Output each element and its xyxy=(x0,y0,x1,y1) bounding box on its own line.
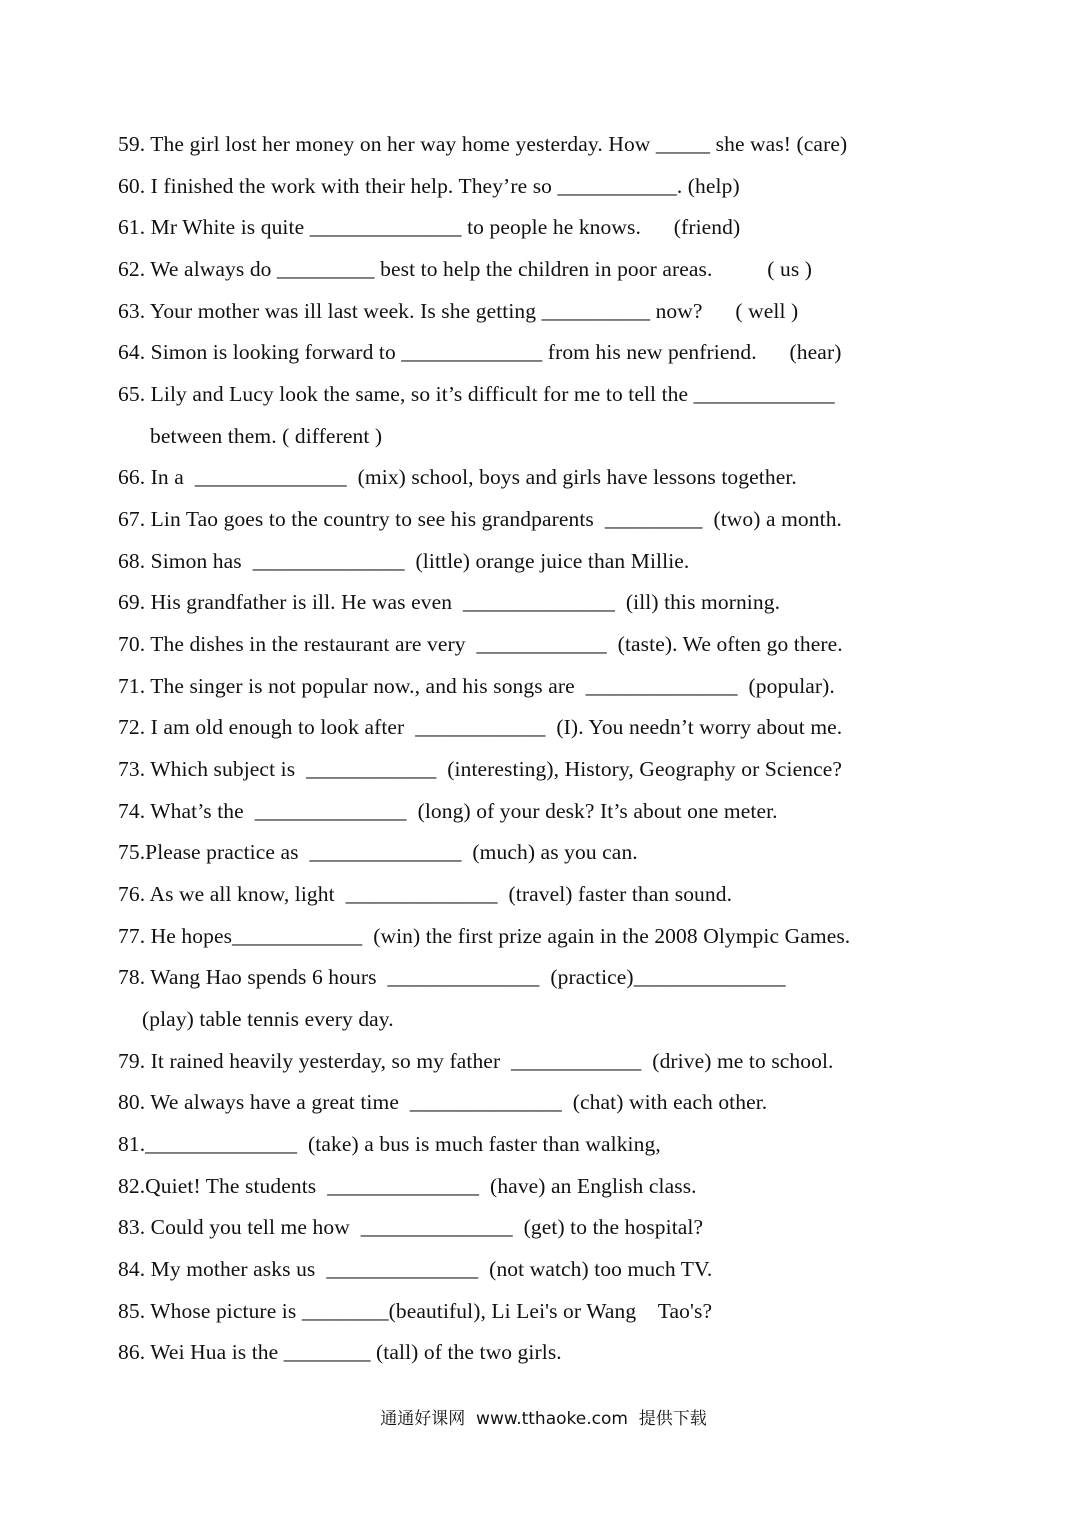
question-75: 75.Please practice as ______________ (much) as you can. xyxy=(118,840,638,864)
question-68: 68. Simon has ______________ (little) orange juice than Millie. xyxy=(118,549,690,573)
question-71: 71. The singer is not popular now., and his songs are ______________ (popular). xyxy=(118,674,835,698)
question-85: 85. Whose picture is ________(beautiful), Li Lei's or Wang Tao's? xyxy=(118,1299,713,1323)
question-78-continuation: (play) table tennis every day. xyxy=(142,1007,394,1031)
question-77: 77. He hopes____________ (win) the first prize again in the 2008 Olympic Games. xyxy=(118,924,851,948)
question-60: 60. I finished the work with their help. They’re so ___________. (help) xyxy=(118,174,740,198)
question-62: 62. We always do _________ best to help the children in poor areas. ( us ) xyxy=(118,257,813,281)
question-79: 79. It rained heavily yesterday, so my father ____________ (drive) me to school. xyxy=(118,1049,834,1073)
question-73: 73. Which subject is ____________ (interesting), History, Geography or Science? xyxy=(118,757,843,781)
question-81: 81.______________ (take) a bus is much faster than walking, xyxy=(118,1132,661,1156)
question-63: 63. Your mother was ill last week. Is she getting __________ now? ( well ) xyxy=(118,299,799,323)
question-66: 66. In a ______________ (mix) school, boys and girls have lessons together. xyxy=(118,465,797,489)
question-59: 59. The girl lost her money on her way home yesterday. How _____ she was! (care) xyxy=(118,132,848,156)
page-footer: 通通好课网 www.tthaoke.com 提供下载 xyxy=(380,1409,707,1429)
question-86: 86. Wei Hua is the ________ (tall) of the two girls. xyxy=(118,1340,562,1364)
question-78: 78. Wang Hao spends 6 hours ______________ (practice)______________ xyxy=(118,965,786,989)
question-83: 83. Could you tell me how ______________ (get) to the hospital? xyxy=(118,1215,704,1239)
question-82: 82.Quiet! The students ______________ (have) an English class. xyxy=(118,1174,697,1198)
question-65: 65. Lily and Lucy look the same, so it’s difficult for me to tell the _____________ xyxy=(118,382,835,406)
question-61: 61. Mr White is quite ______________ to people he knows. (friend) xyxy=(118,215,741,239)
question-84: 84. My mother asks us ______________ (not watch) too much TV. xyxy=(118,1257,713,1281)
question-70: 70. The dishes in the restaurant are very ____________ (taste). We often go there. xyxy=(118,632,843,656)
question-74: 74. What’s the ______________ (long) of your desk? It’s about one meter. xyxy=(118,799,778,823)
question-67: 67. Lin Tao goes to the country to see his grandparents _________ (two) a month. xyxy=(118,507,843,531)
question-72: 72. I am old enough to look after ____________ (I). You needn’t worry about me. xyxy=(118,715,843,739)
question-64: 64. Simon is looking forward to _____________ from his new penfriend. (hear) xyxy=(118,340,842,364)
question-65-continuation: between them. ( different ) xyxy=(150,424,383,448)
question-76: 76. As we all know, light ______________ (travel) faster than sound. xyxy=(118,882,733,906)
question-80: 80. We always have a great time ______________ (chat) with each other. xyxy=(118,1090,768,1114)
question-69: 69. His grandfather is ill. He was even ______________ (ill) this morning. xyxy=(118,590,781,614)
